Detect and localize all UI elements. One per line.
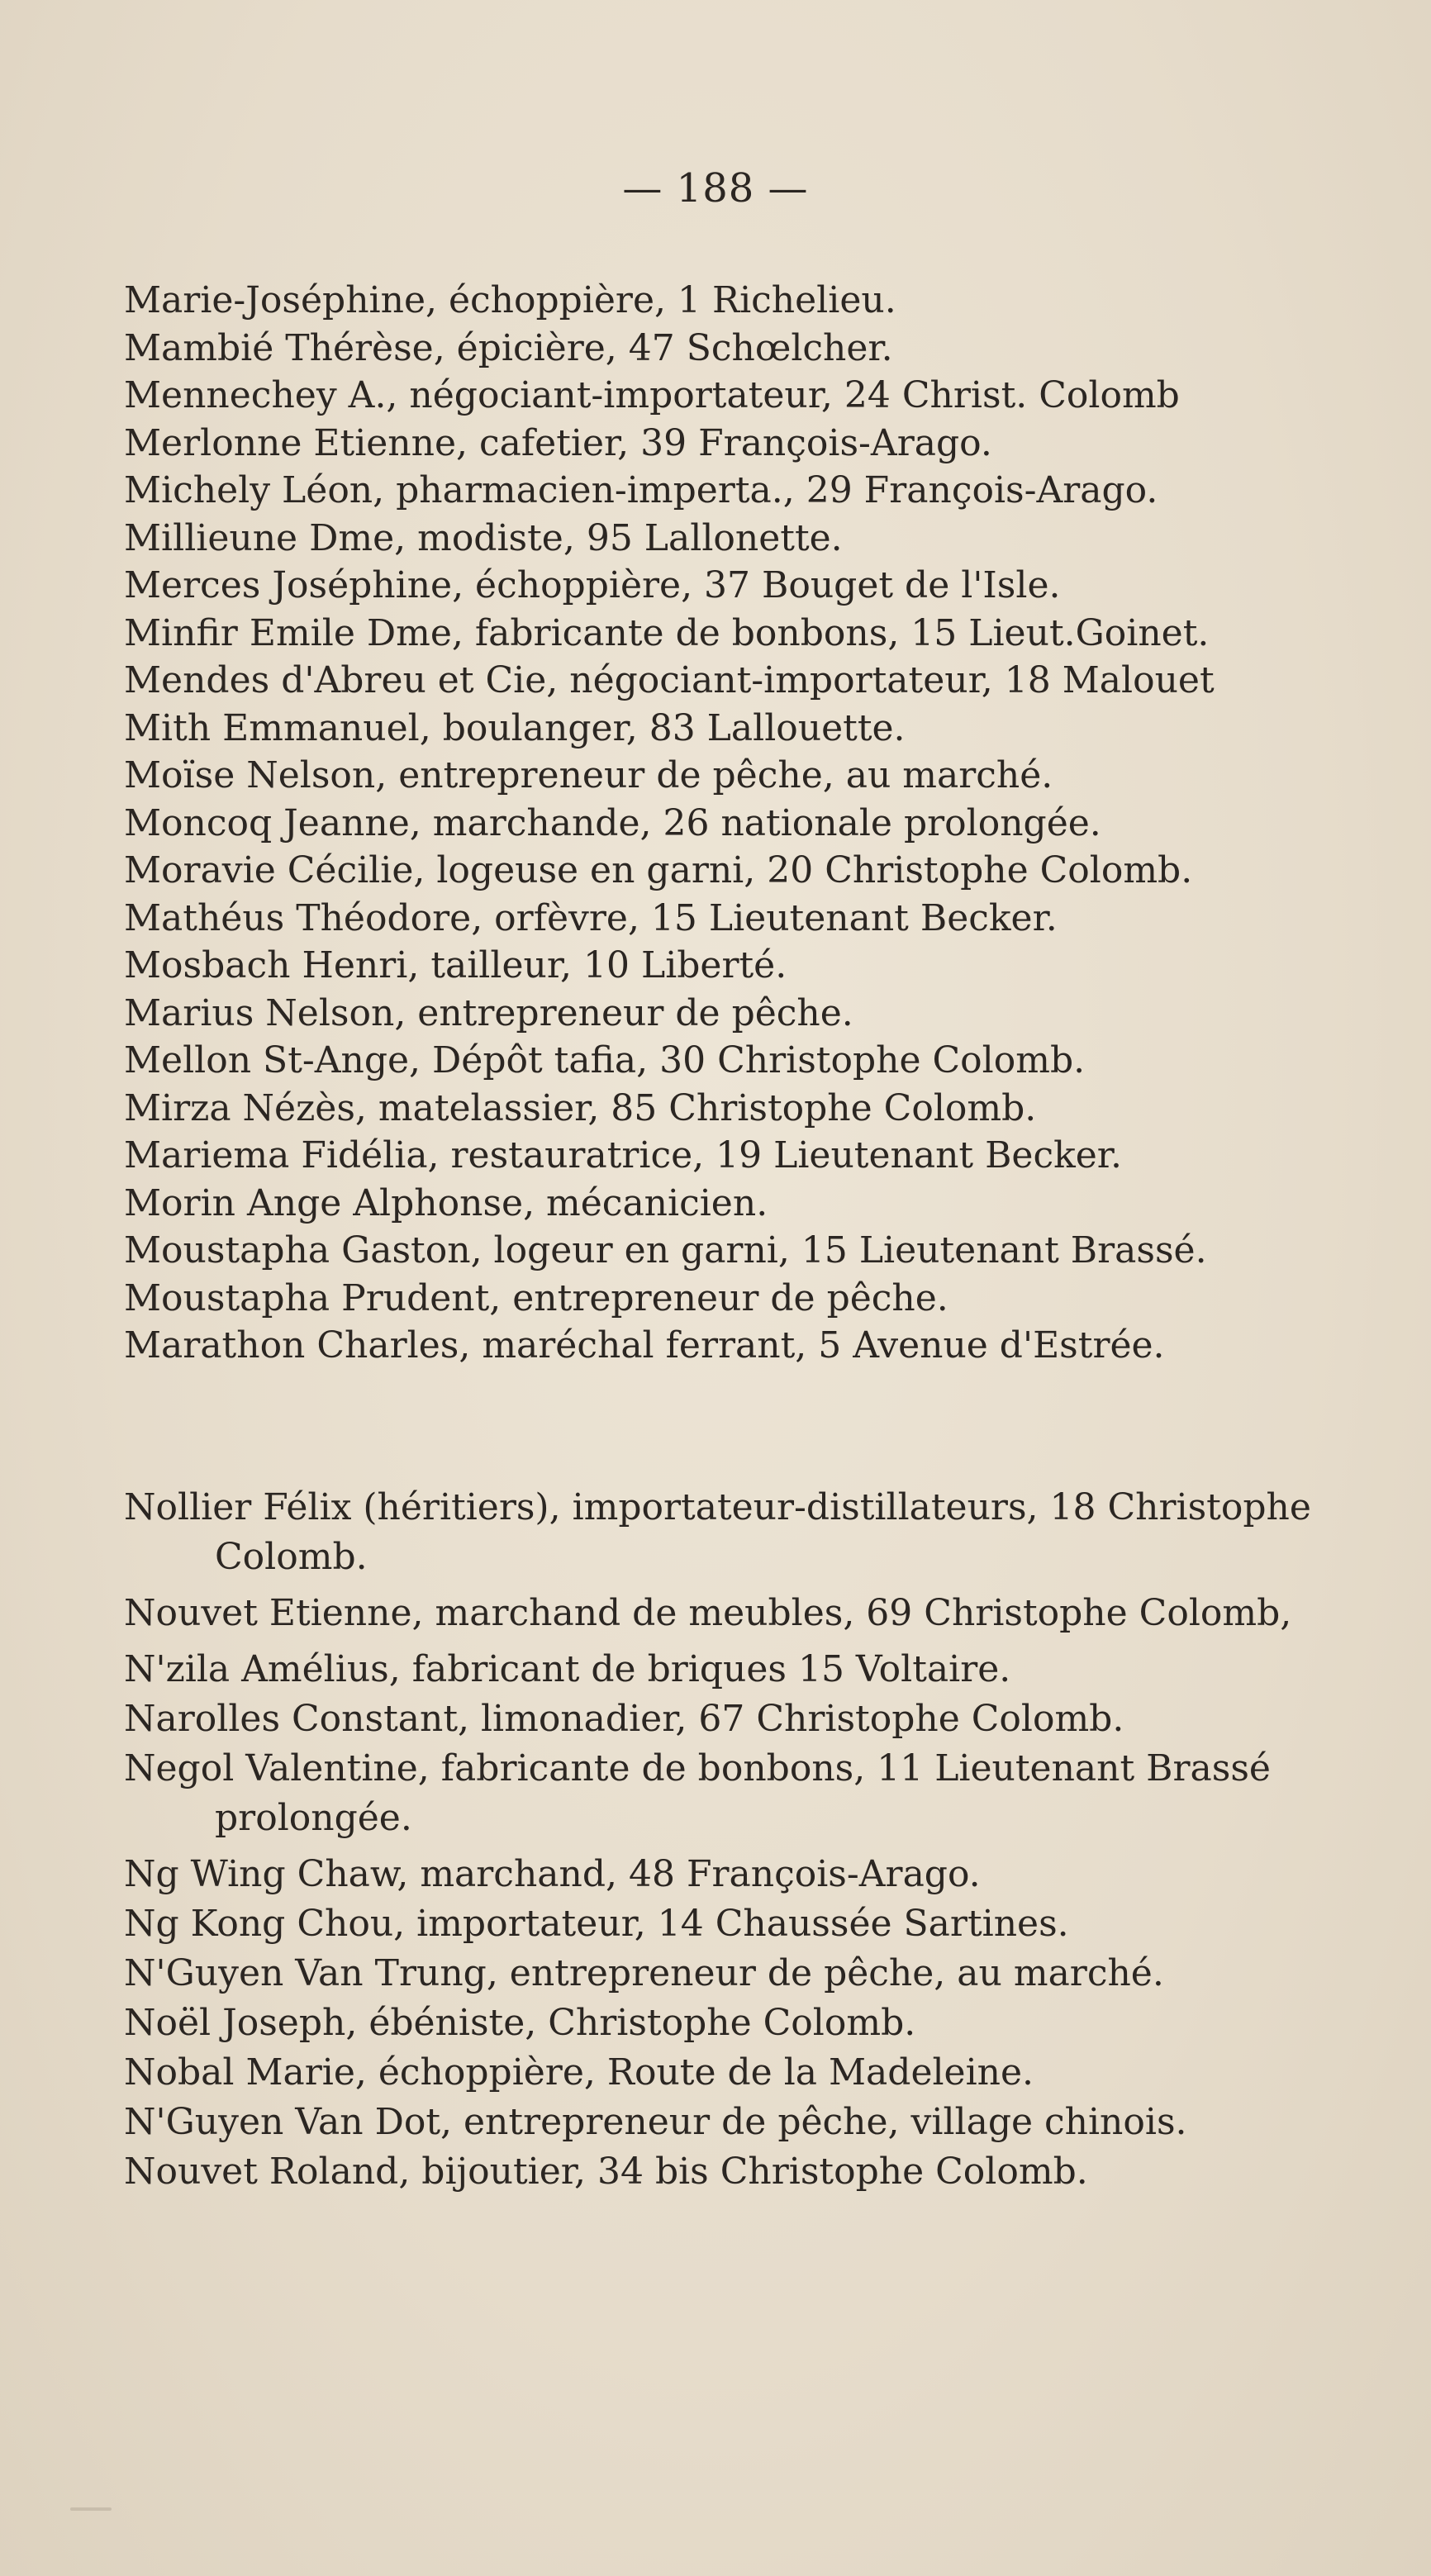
list-item: Moustapha Prudent, entrepreneur de pêche. xyxy=(124,1276,948,1319)
list-item: Mirza Nézès, matelassier, 85 Christophe Colomb. xyxy=(124,1086,1037,1129)
section-n-list xyxy=(124,1483,1347,2197)
ink-smudge xyxy=(70,2507,112,2511)
list-item: Ng Wing Chaw, marchand, 48 François-Arago. xyxy=(124,1853,981,1895)
list-item: Nouvet Roland, bijoutier, 34 bis Christophe Colomb. xyxy=(124,2151,1088,2193)
list-item: Nouvet Etienne, marchand de meubles, 69 Christophe Colomb, xyxy=(124,1592,1292,1634)
list-item: Nobal Marie, échoppière, Route de la Madeleine. xyxy=(124,2051,1034,2094)
list-item: Moncoq Jeanne, marchande, 26 nationale prolongée. xyxy=(124,801,1101,844)
list-item: Narolles Constant, limonadier, 67 Christophe Colomb. xyxy=(124,1698,1124,1740)
list-item: Mambié Thérèse, épicière, 47 Schœlcher. xyxy=(124,326,893,369)
list-item: Mendes d'Abreu et Cie, négociant-importateur, 18 Malouet xyxy=(124,659,1215,701)
list-item: Marius Nelson, entrepreneur de pêche. xyxy=(124,991,853,1034)
list-item: Minfir Emile Dme, fabricante de bonbons, 15 Lieut.Goinet. xyxy=(124,611,1210,654)
page-number: — 188 — xyxy=(622,165,809,211)
list-item: Mennechey A., négociant-importateur, 24 Christ. Colomb xyxy=(124,374,1180,416)
list-item: Merlonne Etienne, cafetier, 39 François-Arago. xyxy=(124,421,992,464)
list-item: Ng Kong Chou, importateur, 14 Chaussée Sartines. xyxy=(124,1903,1069,1945)
list-item: Mith Emmanuel, boulanger, 83 Lallouette. xyxy=(124,706,906,749)
list-item: N'Guyen Van Dot, entrepreneur de pêche, village chinois. xyxy=(124,2101,1187,2143)
list-item: Marie-Joséphine, échoppière, 1 Richelieu. xyxy=(124,279,896,321)
list-item: Nollier Félix (héritiers), importateur-distillateurs, 18 Christophe Colomb. xyxy=(124,1486,1311,1578)
list-item: Michely Léon, pharmacien-imperta., 29 François-Arago. xyxy=(124,469,1158,511)
list-item: Mariema Fidélia, restauratrice, 19 Lieutenant Becker. xyxy=(124,1134,1122,1176)
list-item: Mathéus Théodore, orfèvre, 15 Lieutenant Becker. xyxy=(124,896,1058,939)
list-item: Noël Joseph, ébéniste, Christophe Colomb. xyxy=(124,2002,916,2044)
list-item: Marathon Charles, maréchal ferrant, 5 Avenue d'Estrée. xyxy=(124,1324,1165,1366)
list-item: Mosbach Henri, tailleur, 10 Liberté. xyxy=(124,944,787,986)
list-item: Mellon St-Ange, Dépôt tafia, 30 Christophe Colomb. xyxy=(124,1039,1086,1081)
section-m-list xyxy=(124,277,1347,1370)
list-item: Millieune Dme, modiste, 95 Lallonette. xyxy=(124,516,843,559)
list-item: N'Guyen Van Trung, entrepreneur de pêche, au marché. xyxy=(124,1952,1164,1994)
list-item: Moïse Nelson, entrepreneur de pêche, au marché. xyxy=(124,754,1053,796)
list-item: Merces Joséphine, échoppière, 37 Bouget de l'Isle. xyxy=(124,564,1061,606)
list-item: Moustapha Gaston, logeur en garni, 15 Lieutenant Brassé. xyxy=(124,1229,1207,1271)
list-item: Moravie Cécilie, logeuse en garni, 20 Christophe Colomb. xyxy=(124,849,1193,891)
list-item: N'zila Amélius, fabricant de briques 15 Voltaire. xyxy=(124,1648,1011,1690)
list-item: Morin Ange Alphonse, mécanicien. xyxy=(124,1181,768,1224)
list-item: Negol Valentine, fabricante de bonbons, 11 Lieutenant Brassé prolongée. xyxy=(124,1747,1271,1839)
